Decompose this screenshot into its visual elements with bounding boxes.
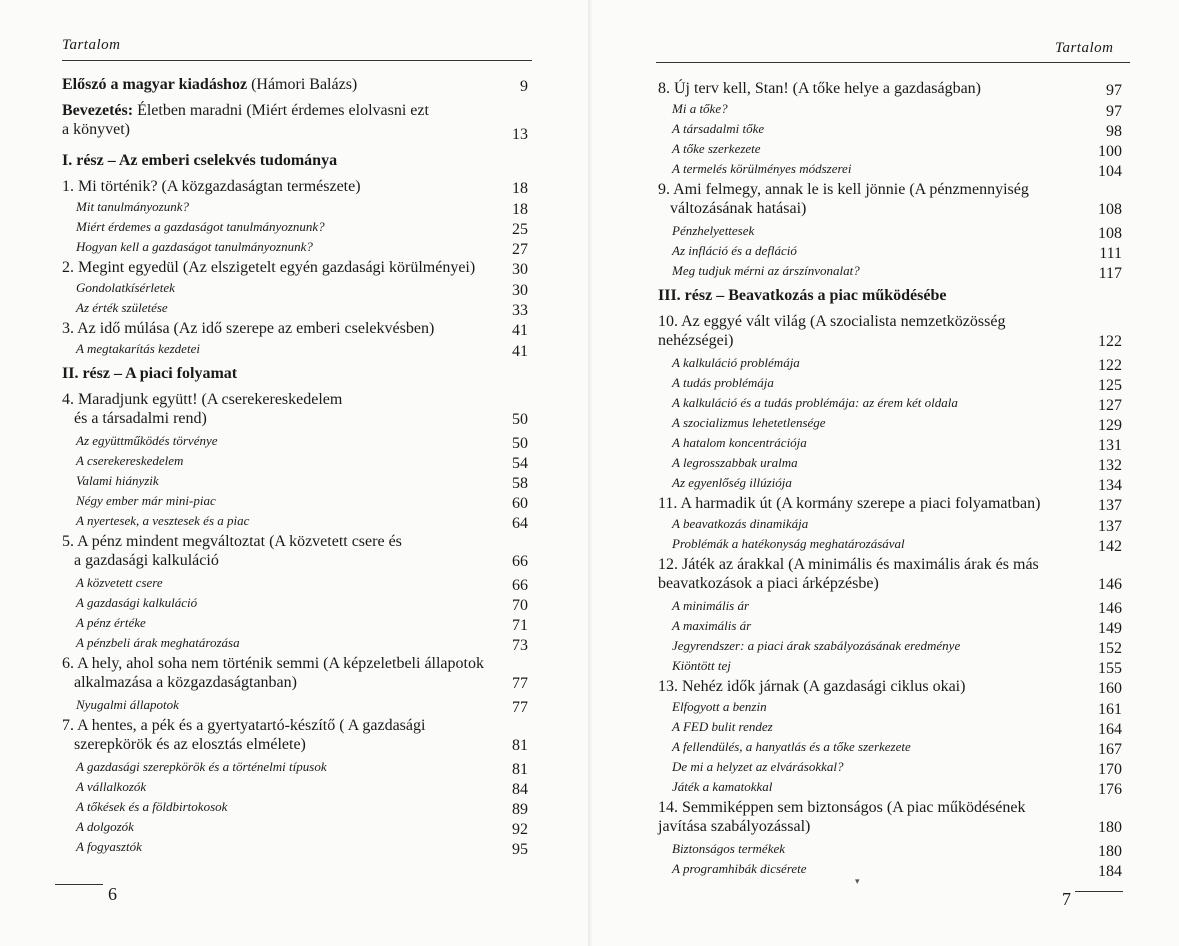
toc-page-number: 97 — [1106, 103, 1122, 120]
toc-page-number: 176 — [1098, 781, 1122, 798]
toc-subentry — [658, 598, 1122, 618]
toc-page-number: 111 — [1099, 245, 1122, 262]
left-page — [0, 0, 588, 946]
toc-entry — [658, 313, 1122, 355]
toc-page-number: 134 — [1098, 477, 1122, 494]
toc-subentry — [62, 341, 528, 361]
toc-page-number: 81 — [512, 761, 528, 778]
toc-title: A FED bulit rendez — [672, 719, 773, 734]
toc-page-number: 50 — [512, 435, 528, 452]
toc-title: A gazdasági szerepkörök és a történelmi típusok — [76, 759, 327, 774]
toc-title-line: 10. Az eggyé vált világ (A szocialista nemzetközösség — [658, 313, 1006, 330]
toc-title — [62, 717, 425, 754]
toc-title: A cserekereskedelem — [76, 453, 184, 468]
toc-title: A vállalkozók — [76, 779, 147, 794]
toc-title: A hatalom koncentrációja — [672, 435, 807, 450]
toc-page-number: 167 — [1098, 741, 1122, 758]
toc-entry — [62, 320, 528, 341]
toc-title: A megtakarítás kezdetei — [76, 341, 200, 356]
toc-title: De mi a helyzet az elvárásokkal? — [672, 759, 844, 774]
toc-title: Négy ember már mini-piac — [76, 493, 216, 508]
toc-subentry — [658, 121, 1122, 141]
toc-title: Az infláció és a defláció — [672, 243, 797, 258]
toc-page-number: 9 — [520, 78, 528, 95]
toc-page-number: 142 — [1098, 538, 1122, 555]
toc-title: A programhibák dicsérete — [672, 861, 807, 876]
toc-page-number: 77 — [512, 699, 528, 716]
toc-title — [658, 313, 1005, 350]
toc-subentry — [62, 219, 528, 239]
toc-subentry — [62, 199, 528, 219]
toc-title-line: 4. Maradjunk együtt! (A cserekereskedelem — [62, 391, 343, 408]
toc-title: Valami hiányzik — [76, 473, 159, 488]
toc-page-number: 97 — [1106, 82, 1122, 99]
toc-subentry — [62, 635, 528, 655]
toc-page-number: 155 — [1098, 660, 1122, 677]
toc-subentry — [62, 575, 528, 595]
toc-page-number: 58 — [512, 475, 528, 492]
toc-subentry — [658, 375, 1122, 395]
toc-subentry — [62, 799, 528, 819]
toc-entry — [62, 76, 528, 102]
toc-title: Nyugalmi állapotok — [76, 697, 179, 712]
toc-title: Előszó a magyar kiadáshoz (Hámori Balázs) — [62, 76, 358, 93]
toc-entry — [62, 259, 528, 280]
toc-page-number: 137 — [1098, 518, 1122, 535]
toc-page-number: 146 — [1098, 600, 1122, 617]
toc-title: A pénzbeli árak meghatározása — [76, 635, 240, 650]
toc-page-number: 33 — [512, 302, 528, 319]
toc-subentry — [658, 475, 1122, 495]
toc-title: Gondolatkísérletek — [76, 280, 175, 295]
toc-title: 1. Mi történik? (A közgazdaságtan természete) — [62, 178, 361, 195]
toc-title: Az egyenlőség illúziója — [672, 475, 792, 490]
toc-page-number: 108 — [1098, 201, 1122, 218]
toc-title: 11. A harmadik út (A kormány szerepe a piaci folyamatban) — [658, 495, 1041, 512]
toc-title: A termelés körülményes módszerei — [672, 161, 852, 176]
toc-part-heading — [62, 148, 528, 178]
toc-subentry — [658, 263, 1122, 283]
toc-entry — [62, 178, 528, 199]
toc-title: A legrosszabbak uralma — [672, 455, 798, 470]
toc-title: A kalkuláció problémája — [672, 355, 800, 370]
toc-subentry — [658, 141, 1122, 161]
toc-title-line: 12. Játék az árakkal (A minimális és maximális árak és más — [658, 556, 1039, 573]
toc-title-line: 5. A pénz mindent megváltoztat (A közvetett csere és — [62, 533, 402, 550]
toc-title — [658, 799, 1025, 836]
toc-page-number: 50 — [512, 411, 528, 428]
toc-page-number: 77 — [512, 675, 528, 692]
toc-subentry — [62, 453, 528, 473]
toc-title-line: beavatkozások a piaci árképzésbe) — [658, 575, 879, 592]
toc-page-number: 73 — [512, 637, 528, 654]
toc-subentry — [62, 513, 528, 533]
toc-page-number: 180 — [1098, 843, 1122, 860]
toc-title: A fellendülés, a hanyatlás és a tőke szerkezete — [672, 739, 911, 754]
toc-title: A pénz értéke — [76, 615, 146, 630]
toc-page-number: 92 — [512, 821, 528, 838]
toc-title-line: nehézségei) — [658, 332, 734, 349]
toc-title: A tőkések és a földbirtokosok — [76, 799, 228, 814]
toc-page-number: 64 — [512, 515, 528, 532]
toc-subentry — [62, 239, 528, 259]
toc-page-number: 152 — [1098, 640, 1122, 657]
toc-title: Elfogyott a benzin — [672, 699, 767, 714]
page-number: 7 — [1062, 889, 1071, 909]
toc-title-line: szerepkörök és az elosztás elmélete) — [74, 736, 306, 753]
toc-entry — [62, 655, 528, 697]
toc-subentry — [62, 615, 528, 635]
toc-part-heading — [658, 283, 1122, 313]
toc-page-number: 122 — [1098, 357, 1122, 374]
toc-entry — [658, 181, 1122, 223]
toc-subentry — [658, 739, 1122, 759]
toc-title-line: a gazdasági kalkuláció — [74, 552, 219, 569]
toc-page-number: 108 — [1098, 225, 1122, 242]
toc-subentry — [658, 415, 1122, 435]
toc-title: A gazdasági kalkuláció — [76, 595, 198, 610]
toc-page-number: 81 — [512, 737, 528, 754]
toc-title: Az együttműködés törvénye — [76, 433, 218, 448]
toc-title: 3. Az idő múlása (Az idő szerepe az emberi cselekvésben) — [62, 320, 435, 337]
toc-page-number: 149 — [1098, 620, 1122, 637]
toc-title — [62, 533, 402, 570]
toc-title: Problémák a hatékonyság meghatározásával — [672, 536, 905, 551]
toc-page-number: 137 — [1098, 497, 1122, 514]
toc-title-line: Bevezetés: Életben maradni (Miért érdemes elolvasni ezt — [62, 102, 429, 119]
toc-subentry — [658, 536, 1122, 556]
toc-subentry — [62, 839, 528, 859]
toc-title-line: 9. Ami felmegy, annak le is kell jönnie (A pénzmennyiség — [658, 181, 1029, 198]
toc-page-number: 18 — [512, 180, 528, 197]
toc-title-line: a könyvet) — [62, 121, 130, 138]
toc-title: A tudás problémája — [672, 375, 774, 390]
toc-title — [62, 391, 342, 428]
toc-title: Miért érdemes a gazdaságot tanulmányoznunk? — [76, 219, 325, 234]
toc-subentry — [658, 618, 1122, 638]
toc-page-number: 18 — [512, 201, 528, 218]
toc-page-number: 125 — [1098, 377, 1122, 394]
toc-page-number: 41 — [512, 322, 528, 339]
toc-subentry — [658, 395, 1122, 415]
toc-title: Mit tanulmányozunk? — [76, 199, 190, 214]
toc-subentry — [658, 759, 1122, 779]
toc-title: A dolgozók — [76, 819, 134, 834]
print-speck: ▾ — [855, 876, 860, 886]
toc-title: A tőke szerkezete — [672, 141, 761, 156]
toc-page-number: 160 — [1098, 680, 1122, 697]
toc-page-number: 30 — [512, 261, 528, 278]
toc-subentry — [658, 455, 1122, 475]
toc-title: A minimális ár — [672, 598, 750, 613]
toc-subentry — [658, 516, 1122, 536]
toc-page-number: 66 — [512, 553, 528, 570]
header-rule — [656, 62, 1130, 63]
toc-title: 13. Nehéz idők járnak (A gazdasági ciklus okai) — [658, 678, 966, 695]
toc-title-line: 7. A hentes, a pék és a gyertyatartó-készítő ( A gazdasági — [62, 717, 426, 734]
toc-page-number: 71 — [512, 617, 528, 634]
toc-subentry — [658, 779, 1122, 799]
toc-page-number: 30 — [512, 282, 528, 299]
toc-page-number: 66 — [512, 577, 528, 594]
toc-page-number: 60 — [512, 495, 528, 512]
toc-title: Hogyan kell a gazdaságot tanulmányoznunk? — [76, 239, 313, 254]
toc-subentry — [62, 819, 528, 839]
toc-part-heading — [62, 361, 528, 391]
toc-title: Játék a kamatokkal — [672, 779, 773, 794]
toc-page-number: 132 — [1098, 457, 1122, 474]
toc-page-number: 54 — [512, 455, 528, 472]
toc-title: A közvetett csere — [76, 575, 163, 590]
toc-page-number: 98 — [1106, 123, 1122, 140]
toc-subentry — [658, 223, 1122, 243]
toc-entry — [658, 495, 1122, 516]
toc-title — [658, 181, 1029, 218]
toc-subentry — [658, 101, 1122, 121]
toc-page-number: 180 — [1098, 819, 1122, 836]
toc-page-number: 89 — [512, 801, 528, 818]
toc-subentry — [62, 493, 528, 513]
toc-page-number: 146 — [1098, 576, 1122, 593]
toc-title-line: alkalmazása a közgazdaságtanban) — [74, 674, 297, 691]
toc-title: A társadalmi tőke — [672, 121, 765, 136]
toc-title: A szocializmus lehetetlensége — [672, 415, 826, 430]
toc-page-number: 84 — [512, 781, 528, 798]
toc-list — [658, 80, 1122, 880]
toc-page-number: 27 — [512, 241, 528, 258]
header-rule — [62, 60, 532, 61]
toc-title: Biztonságos termékek — [672, 841, 786, 856]
toc-title: 2. Megint egyedül (Az elszigetelt egyén gazdasági körülményei) — [62, 259, 476, 276]
toc-title — [62, 655, 484, 692]
toc-page-number: 170 — [1098, 761, 1122, 778]
toc-page-number: 117 — [1098, 265, 1122, 282]
footer-rule — [55, 884, 103, 885]
toc-page-number: 129 — [1098, 417, 1122, 434]
toc-title: Az érték születése — [76, 300, 168, 315]
toc-entry — [658, 799, 1122, 841]
toc-page-number: 131 — [1098, 437, 1122, 454]
toc-page-number: 100 — [1098, 143, 1122, 160]
toc-title-line: és a társadalmi rend) — [74, 410, 207, 427]
toc-title — [62, 102, 429, 139]
toc-subentry — [658, 658, 1122, 678]
toc-title: Pénzhelyettesek — [672, 223, 755, 238]
toc-title: A nyertesek, a vesztesek és a piac — [76, 513, 250, 528]
toc-entry — [62, 533, 528, 575]
toc-title — [658, 556, 1039, 593]
toc-subentry — [62, 473, 528, 493]
toc-title: 8. Új terv kell, Stan! (A tőke helye a gazdaságban) — [658, 80, 981, 97]
toc-subentry — [62, 779, 528, 799]
toc-title: A fogyasztók — [76, 839, 142, 854]
toc-title: A maximális ár — [672, 618, 752, 633]
toc-title: A beavatkozás dinamikája — [672, 516, 809, 531]
toc-title: Meg tudjuk mérni az árszínvonalat? — [672, 263, 860, 278]
toc-page-number: 164 — [1098, 721, 1122, 738]
page-number: 6 — [108, 884, 117, 904]
toc-subentry — [62, 433, 528, 453]
toc-title: A kalkuláció és a tudás problémája: az érem két oldala — [672, 395, 958, 410]
toc-page-number: 41 — [512, 343, 528, 360]
toc-title: I. rész – Az emberi cselekvés tudománya — [62, 152, 338, 169]
toc-subentry — [658, 699, 1122, 719]
toc-page-number: 161 — [1098, 701, 1122, 718]
toc-entry — [62, 717, 528, 759]
toc-entry — [658, 678, 1122, 699]
footer-rule — [1075, 891, 1123, 892]
toc-page-number: 122 — [1098, 333, 1122, 350]
toc-subentry — [658, 355, 1122, 375]
toc-entry — [658, 556, 1122, 598]
right-page — [592, 0, 1179, 946]
toc-page-number: 13 — [512, 126, 528, 143]
toc-list — [62, 76, 528, 876]
toc-title: II. rész – A piaci folyamat — [62, 365, 238, 382]
toc-title: Jegyrendszer: a piaci árak szabályozásának eredménye — [672, 638, 961, 653]
toc-subentry — [658, 161, 1122, 181]
toc-subentry — [62, 300, 528, 320]
toc-title: Kiöntött tej — [672, 658, 731, 673]
toc-title-line: 6. A hely, ahol soha nem történik semmi (A képzeletbeli állapotok — [62, 655, 484, 672]
toc-title-line: változásának hatásai) — [670, 200, 807, 217]
toc-entry — [658, 80, 1122, 101]
toc-title-line: 14. Semmiképpen sem biztonságos (A piac működésének — [658, 799, 1026, 816]
toc-subentry — [658, 243, 1122, 263]
running-head: Tartalom — [1055, 40, 1114, 56]
toc-page-number: 95 — [512, 841, 528, 858]
toc-page-number: 104 — [1098, 163, 1122, 180]
toc-subentry — [658, 861, 1122, 881]
toc-title: Mi a tőke? — [672, 101, 728, 116]
toc-subentry — [62, 595, 528, 615]
toc-subentry — [62, 759, 528, 779]
toc-page-number: 184 — [1098, 863, 1122, 880]
toc-subentry — [62, 280, 528, 300]
toc-subentry — [658, 719, 1122, 739]
toc-subentry — [658, 638, 1122, 658]
toc-subentry — [62, 697, 528, 717]
toc-subentry — [658, 841, 1122, 861]
running-head: Tartalom — [62, 37, 121, 53]
toc-entry — [62, 391, 528, 433]
toc-page-number: 70 — [512, 597, 528, 614]
toc-page-number: 127 — [1098, 397, 1122, 414]
toc-entry — [62, 102, 528, 148]
toc-title-line: javítása szabályozással) — [658, 818, 811, 835]
toc-page-number: 25 — [512, 221, 528, 238]
toc-subentry — [658, 435, 1122, 455]
toc-title: III. rész – Beavatkozás a piac működésébe — [658, 287, 947, 304]
